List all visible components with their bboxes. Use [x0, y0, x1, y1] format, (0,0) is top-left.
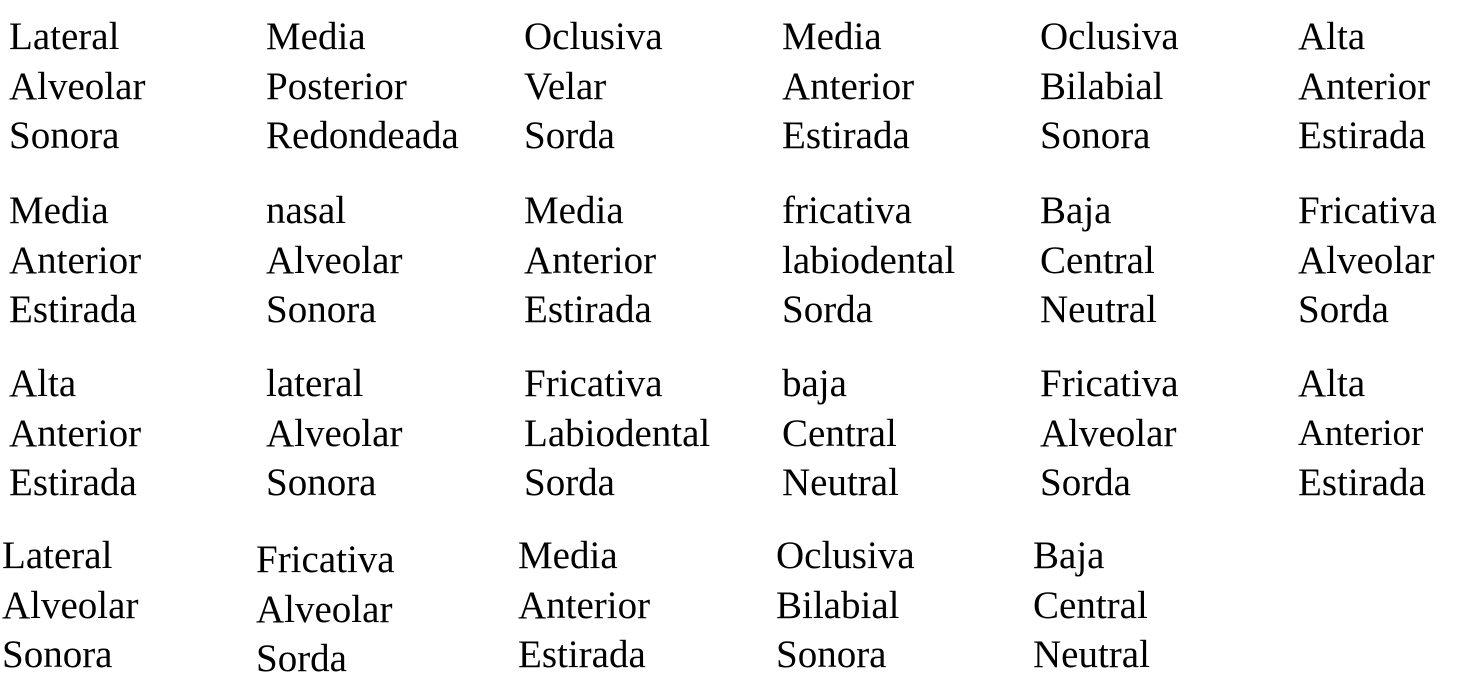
feature-voicing-or-rounding: Sorda: [256, 637, 347, 680]
feature-voicing-or-rounding: Estirada: [782, 114, 910, 157]
feature-place-or-position: Alveolar: [266, 411, 403, 455]
feature-place-or-position: Central: [1033, 583, 1148, 627]
feature-cell: [256, 535, 395, 684]
feature-voicing-or-rounding: Sorda: [782, 288, 873, 331]
feature-manner-or-height: Alta: [9, 362, 77, 405]
feature-place-or-position: Alveolar: [1040, 411, 1177, 455]
feature-voicing-or-rounding: Estirada: [524, 288, 652, 331]
feature-manner-or-height: Lateral: [9, 15, 120, 58]
feature-manner-or-height: fricativa: [782, 189, 912, 232]
feature-place-or-position: Bilabial: [776, 583, 900, 627]
feature-cell: [782, 186, 955, 335]
feature-manner-or-height: Alta: [1298, 15, 1366, 58]
feature-place-or-position: Alveolar: [9, 64, 146, 108]
feature-manner-or-height: Oclusiva: [776, 534, 915, 577]
feature-cell: [9, 12, 145, 161]
feature-cell: [1040, 12, 1179, 161]
feature-place-or-position: labiodental: [782, 238, 956, 282]
feature-cell: [1033, 531, 1150, 680]
feature-manner-or-height: Media: [518, 534, 618, 577]
feature-voicing-or-rounding: Redondeada: [266, 114, 459, 157]
feature-place-or-position: Velar: [524, 64, 607, 108]
feature-cell: [1298, 12, 1430, 161]
feature-voicing-or-rounding: Sonora: [776, 633, 887, 676]
feature-place-or-position: Alveolar: [1298, 238, 1435, 282]
feature-voicing-or-rounding: Sorda: [524, 114, 615, 157]
feature-place-or-position: Alveolar: [266, 238, 403, 282]
feature-voicing-or-rounding: Neutral: [782, 461, 899, 504]
feature-manner-or-height: Lateral: [2, 534, 113, 577]
feature-place-or-position: Alveolar: [256, 587, 393, 631]
feature-cell: [1298, 186, 1437, 335]
feature-manner-or-height: Fricativa: [524, 362, 663, 405]
feature-cell: [266, 12, 459, 161]
feature-manner-or-height: Fricativa: [1040, 362, 1179, 405]
feature-place-or-position: Central: [1040, 238, 1155, 282]
feature-place-or-position: Anterior: [524, 238, 657, 282]
feature-voicing-or-rounding: Neutral: [1040, 288, 1157, 331]
feature-manner-or-height: nasal: [266, 189, 347, 232]
feature-cell: [266, 186, 402, 335]
feature-manner-or-height: Media: [782, 15, 882, 58]
feature-place-or-position: Bilabial: [1040, 64, 1164, 108]
feature-voicing-or-rounding: Sonora: [266, 288, 377, 331]
feature-place-or-position: Anterior: [9, 238, 142, 282]
feature-manner-or-height: Baja: [1033, 534, 1105, 577]
feature-voicing-or-rounding: Sonora: [2, 633, 113, 676]
feature-voicing-or-rounding: Estirada: [518, 633, 646, 676]
feature-voicing-or-rounding: Sorda: [524, 461, 615, 504]
feature-cell: [9, 186, 141, 335]
feature-voicing-or-rounding: Sonora: [9, 114, 120, 157]
feature-cell: [9, 359, 141, 508]
feature-manner-or-height: Fricativa: [1298, 189, 1437, 232]
feature-manner-or-height: baja: [782, 362, 847, 405]
feature-manner-or-height: Alta: [1298, 362, 1366, 405]
feature-place-or-position: Alveolar: [2, 583, 139, 627]
feature-cell: [266, 359, 402, 508]
feature-manner-or-height: Media: [266, 15, 366, 58]
feature-cell: [524, 12, 663, 161]
feature-manner-or-height: Oclusiva: [524, 15, 663, 58]
feature-voicing-or-rounding: Sonora: [266, 461, 377, 504]
feature-manner-or-height: Oclusiva: [1040, 15, 1179, 58]
feature-cell: [1040, 186, 1157, 335]
feature-place-or-position: Central: [782, 411, 897, 455]
feature-voicing-or-rounding: Estirada: [9, 461, 137, 504]
feature-voicing-or-rounding: Sonora: [1040, 114, 1151, 157]
feature-cell: [2, 531, 138, 680]
feature-cell: [1298, 359, 1426, 508]
feature-voicing-or-rounding: Estirada: [1298, 114, 1426, 157]
feature-place-or-position: Anterior: [1298, 64, 1431, 108]
feature-cell: [1040, 359, 1179, 508]
feature-place-or-position: Labiodental: [524, 411, 711, 455]
feature-manner-or-height: Baja: [1040, 189, 1112, 232]
feature-cell: [518, 531, 650, 680]
feature-place-or-position: Anterior: [782, 64, 915, 108]
feature-manner-or-height: Media: [9, 189, 109, 232]
feature-voicing-or-rounding: Sorda: [1040, 461, 1131, 504]
feature-manner-or-height: Media: [524, 189, 624, 232]
feature-place-or-position: Anterior: [1298, 412, 1424, 454]
feature-manner-or-height: lateral: [266, 362, 364, 405]
feature-voicing-or-rounding: Estirada: [1298, 461, 1426, 504]
feature-voicing-or-rounding: Estirada: [9, 288, 137, 331]
feature-cell: [782, 12, 914, 161]
feature-cell: [524, 186, 656, 335]
feature-place-or-position: Anterior: [9, 411, 142, 455]
feature-voicing-or-rounding: Neutral: [1033, 633, 1150, 676]
feature-voicing-or-rounding: Sorda: [1298, 288, 1389, 331]
feature-cell: [524, 359, 710, 508]
feature-cell: [782, 359, 899, 508]
feature-place-or-position: Posterior: [266, 64, 407, 108]
feature-cell: [776, 531, 915, 680]
feature-place-or-position: Anterior: [518, 583, 651, 627]
feature-manner-or-height: Fricativa: [256, 538, 395, 581]
